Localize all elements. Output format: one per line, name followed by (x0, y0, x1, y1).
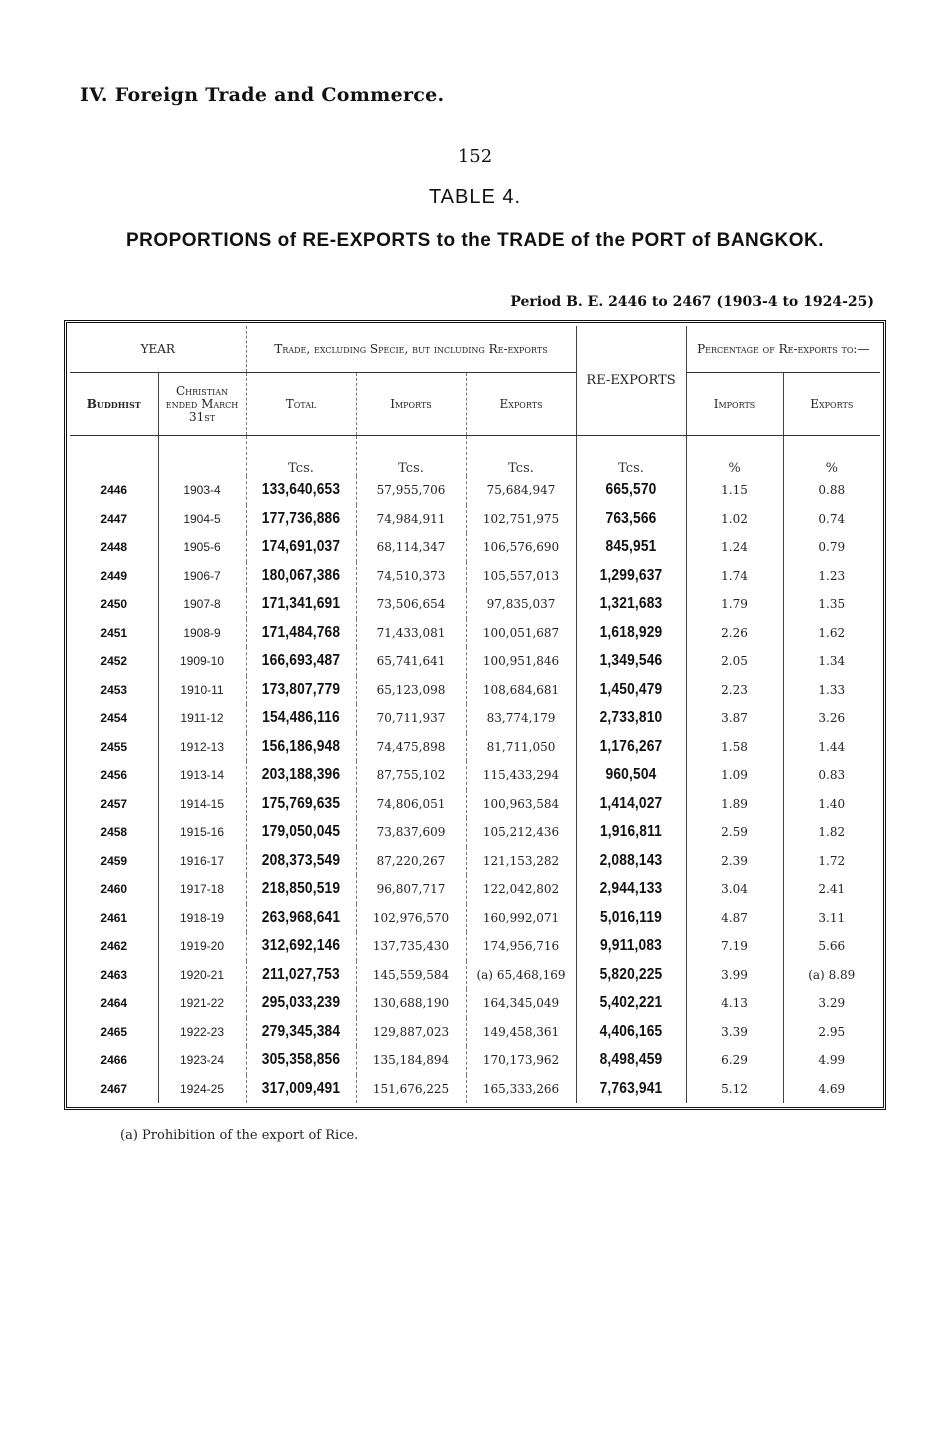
unit-pct-exports: % (825, 461, 838, 476)
re-exports-cell: 5,402,221 (584, 989, 679, 1018)
table-row (70, 904, 880, 933)
pct-exports-cell: 1.34 (818, 654, 846, 669)
buddhist-year-cell: 2465 (70, 1018, 158, 1047)
table-row (70, 818, 880, 847)
imports-cell: 74,806,051 (356, 790, 466, 819)
exports-cell-value: 65,468,169 (496, 967, 566, 982)
unit-blank (158, 436, 246, 477)
re-exports-cell: 960,504 (584, 761, 679, 790)
exports-cell: 149,458,361 (466, 1018, 576, 1047)
re-exports-cell: 9,911,083 (584, 932, 679, 961)
exports-cell: 102,751,975 (466, 505, 576, 534)
footnote-marker: (a) (476, 967, 493, 982)
total-header: Total (246, 373, 356, 436)
exports-cell: 108,684,681 (466, 676, 576, 705)
unit-exports: Tcs. (466, 436, 576, 477)
pct-exports-cell: 1.23 (818, 568, 846, 583)
table-body (70, 476, 880, 1103)
pct-exports-cell: 0.74 (818, 511, 846, 526)
pct-exports-cell: 1.33 (818, 682, 846, 697)
pct-imports-cell: 2.39 (686, 847, 783, 876)
buddhist-year-cell: 2467 (70, 1075, 158, 1104)
total-cell: 263,968,641 (254, 904, 349, 933)
pct-imports-cell: 2.23 (686, 676, 783, 705)
re-exports-cell: 1,299,637 (584, 562, 679, 591)
footnote: (a) Prohibition of the export of Rice. (120, 1128, 359, 1143)
total-cell: 171,341,691 (254, 590, 349, 619)
imports-cell: 65,741,641 (356, 647, 466, 676)
christian-year-cell: 1923-24 (158, 1046, 246, 1075)
exports-cell: 160,992,071 (466, 904, 576, 933)
pct-imports-cell: 1.24 (686, 533, 783, 562)
pct-imports-cell: 4.13 (686, 989, 783, 1018)
pct-exports-cell: 2.41 (818, 882, 846, 897)
page-number: 152 (457, 146, 493, 167)
unit-imports: Tcs. (356, 436, 466, 477)
table-row (70, 476, 880, 505)
table-row (70, 505, 880, 534)
imports-cell: 70,711,937 (356, 704, 466, 733)
buddhist-year-cell: 2455 (70, 733, 158, 762)
imports-cell: 65,123,098 (356, 676, 466, 705)
pct-exports-cell: 1.72 (818, 853, 846, 868)
buddhist-year-cell: 2462 (70, 932, 158, 961)
table-row (70, 989, 880, 1018)
table-row (70, 1046, 880, 1075)
pct-imports-cell: 1.02 (686, 505, 783, 534)
table-row (70, 961, 880, 990)
exports-cell: 164,345,049 (466, 989, 576, 1018)
pct-exports-cell: 1.40 (818, 796, 846, 811)
pct-imports-header: Imports (686, 373, 783, 436)
buddhist-year-cell: 2450 (70, 590, 158, 619)
total-cell: 175,769,635 (254, 790, 349, 819)
pct-imports-cell: 1.58 (686, 733, 783, 762)
buddhist-year-cell: 2452 (70, 647, 158, 676)
total-cell: 179,050,045 (254, 818, 349, 847)
total-cell: 156,186,948 (254, 733, 349, 762)
total-cell: 295,033,239 (254, 989, 349, 1018)
re-exports-cell: 1,176,267 (584, 733, 679, 762)
pct-exports-cell: 4.99 (818, 1053, 846, 1068)
imports-cell: 68,114,347 (356, 533, 466, 562)
christian-year-cell: 1922-23 (158, 1018, 246, 1047)
table-row (70, 847, 880, 876)
pct-imports-cell: 1.09 (686, 761, 783, 790)
re-exports-cell: 8,498,459 (584, 1046, 679, 1075)
imports-header: Imports (356, 373, 466, 436)
re-exports-cell: 763,566 (584, 505, 679, 534)
christian-year-cell: 1904-5 (158, 505, 246, 534)
table-row (70, 676, 880, 705)
buddhist-year-cell: 2464 (70, 989, 158, 1018)
period-range: Period B. E. 2446 to 2467 (1903-4 to 1924-25) (510, 294, 874, 310)
imports-cell: 74,510,373 (356, 562, 466, 591)
pct-imports-cell: 2.59 (686, 818, 783, 847)
table-row (70, 790, 880, 819)
re-exports-cell: 2,944,133 (584, 875, 679, 904)
pct-imports-cell: 7.19 (686, 932, 783, 961)
pct-exports-cell: 1.82 (818, 825, 846, 840)
unit-blank (70, 436, 158, 477)
total-cell: 208,373,549 (254, 847, 349, 876)
buddhist-year-cell: 2457 (70, 790, 158, 819)
imports-cell: 74,475,898 (356, 733, 466, 762)
imports-cell: 130,688,190 (356, 989, 466, 1018)
imports-cell: 129,887,023 (356, 1018, 466, 1047)
pct-exports-cell: 1.44 (818, 739, 846, 754)
table-row (70, 932, 880, 961)
exports-cell: 105,557,013 (466, 562, 576, 591)
section-heading: IV. Foreign Trade and Commerce. (80, 84, 445, 106)
unit-re-exports: Tcs. (576, 436, 686, 477)
christian-year-cell: 1916-17 (158, 847, 246, 876)
re-exports-cell: 1,450,479 (584, 676, 679, 705)
table-title: PROPORTIONS of RE-EXPORTS to the TRADE of the PORT of BANGKOK. (125, 230, 825, 251)
pct-exports-cell: 0.88 (818, 483, 846, 498)
table-row (70, 590, 880, 619)
exports-cell: 122,042,802 (466, 875, 576, 904)
buddhist-year-cell: 2463 (70, 961, 158, 990)
christian-year-cell: 1908-9 (158, 619, 246, 648)
re-exports-cell: 845,951 (584, 533, 679, 562)
imports-cell: 74,984,911 (356, 505, 466, 534)
exports-cell: 97,835,037 (466, 590, 576, 619)
christian-year-cell: 1909-10 (158, 647, 246, 676)
pct-imports-cell: 3.99 (686, 961, 783, 990)
christian-year-cell: 1920-21 (158, 961, 246, 990)
re-exports-cell: 1,321,683 (584, 590, 679, 619)
total-cell: 203,188,396 (254, 761, 349, 790)
exports-cell: 105,212,436 (466, 818, 576, 847)
pct-exports-cell: 2.95 (818, 1024, 846, 1039)
christian-year-cell: 1907-8 (158, 590, 246, 619)
pct-exports-header: Exports (783, 373, 880, 436)
imports-cell: 137,735,430 (356, 932, 466, 961)
christian-year-cell: 1921-22 (158, 989, 246, 1018)
pct-exports-cell: 0.79 (818, 540, 846, 555)
pct-exports-cell-value: 8.89 (828, 967, 856, 982)
exports-header: Exports (466, 373, 576, 436)
total-cell: 317,009,491 (254, 1075, 349, 1104)
exports-cell: 174,956,716 (466, 932, 576, 961)
total-cell: 173,807,779 (254, 676, 349, 705)
total-cell: 279,345,384 (254, 1018, 349, 1047)
table-row (70, 1075, 880, 1104)
re-exports-cell: 4,406,165 (584, 1018, 679, 1047)
re-exports-cell: 1,618,929 (584, 619, 679, 648)
exports-cell: 100,951,846 (466, 647, 576, 676)
christian-year-cell: 1924-25 (158, 1075, 246, 1104)
pct-imports-cell: 2.05 (686, 647, 783, 676)
table-row (70, 647, 880, 676)
imports-cell: 87,220,267 (356, 847, 466, 876)
buddhist-year-cell: 2453 (70, 676, 158, 705)
exports-cell: 170,173,962 (466, 1046, 576, 1075)
christian-year-cell: 1915-16 (158, 818, 246, 847)
footnote-marker: (a) (808, 967, 825, 982)
total-cell: 211,027,753 (254, 961, 349, 990)
re-exports-cell: 7,763,941 (584, 1075, 679, 1104)
table-row (70, 1018, 880, 1047)
table-row (70, 619, 880, 648)
total-cell: 180,067,386 (254, 562, 349, 591)
imports-cell: 71,433,081 (356, 619, 466, 648)
exports-cell (466, 961, 576, 990)
percentage-group-header: Percentage of Re-exports to:— (686, 326, 880, 373)
year-header: YEAR (70, 326, 246, 373)
re-exports-cell: 5,820,225 (584, 961, 679, 990)
imports-cell: 73,506,654 (356, 590, 466, 619)
imports-cell: 73,837,609 (356, 818, 466, 847)
christian-year-cell: 1910-11 (158, 676, 246, 705)
christian-year-cell: 1911-12 (158, 704, 246, 733)
buddhist-year-cell: 2446 (70, 476, 158, 505)
re-exports-cell: 5,016,119 (584, 904, 679, 933)
pct-exports-cell: 0.83 (818, 768, 846, 783)
exports-cell: 106,576,690 (466, 533, 576, 562)
total-cell: 312,692,146 (254, 932, 349, 961)
pct-exports-cell: 1.62 (818, 625, 846, 640)
total-cell: 305,358,856 (254, 1046, 349, 1075)
trade-group-header: Trade, excluding Specie, but including Re-exports (246, 326, 576, 373)
pct-imports-cell: 1.74 (686, 562, 783, 591)
total-cell: 171,484,768 (254, 619, 349, 648)
pct-exports-cell: 1.35 (818, 597, 846, 612)
re-exports-cell: 2,088,143 (584, 847, 679, 876)
pct-imports-cell: 2.26 (686, 619, 783, 648)
pct-exports-cell: 5.66 (818, 939, 846, 954)
buddhist-year-cell: 2449 (70, 562, 158, 591)
re-exports-cell: 2,733,810 (584, 704, 679, 733)
total-cell: 174,691,037 (254, 533, 349, 562)
buddhist-year-cell: 2460 (70, 875, 158, 904)
christian-year-cell: 1905-6 (158, 533, 246, 562)
pct-imports-cell: 1.89 (686, 790, 783, 819)
table-row (70, 562, 880, 591)
imports-cell: 135,184,894 (356, 1046, 466, 1075)
christian-year-cell: 1914-15 (158, 790, 246, 819)
buddhist-year-cell: 2459 (70, 847, 158, 876)
pct-exports-cell: 3.11 (818, 910, 846, 925)
pct-imports-cell: 3.39 (686, 1018, 783, 1047)
imports-cell: 96,807,717 (356, 875, 466, 904)
re-exports-cell: 1,916,811 (584, 818, 679, 847)
buddhist-year-cell: 2454 (70, 704, 158, 733)
imports-cell: 151,676,225 (356, 1075, 466, 1104)
unit-total: Tcs. (246, 436, 356, 477)
buddhist-year-cell: 2451 (70, 619, 158, 648)
total-cell: 133,640,653 (254, 476, 349, 505)
total-cell: 218,850,519 (254, 875, 349, 904)
buddhist-year-cell: 2466 (70, 1046, 158, 1075)
christian-year-cell: 1903-4 (158, 476, 246, 505)
pct-imports-cell: 3.04 (686, 875, 783, 904)
pct-imports-cell: 5.12 (686, 1075, 783, 1104)
christian-year-cell: 1912-13 (158, 733, 246, 762)
exports-cell: 100,051,687 (466, 619, 576, 648)
christian-year-cell: 1906-7 (158, 562, 246, 591)
buddhist-year-cell: 2456 (70, 761, 158, 790)
total-cell: 154,486,116 (254, 704, 349, 733)
imports-cell: 145,559,584 (356, 961, 466, 990)
re-exports-table (70, 326, 880, 1103)
table-row (70, 533, 880, 562)
exports-cell: 165,333,266 (466, 1075, 576, 1104)
total-cell: 166,693,487 (254, 647, 349, 676)
pct-exports-cell: 3.29 (818, 996, 846, 1011)
table-row (70, 761, 880, 790)
exports-cell: 83,774,179 (466, 704, 576, 733)
table-row (70, 875, 880, 904)
exports-cell: 81,711,050 (466, 733, 576, 762)
christian-header: Christian ended March 31st (158, 373, 246, 436)
imports-cell: 102,976,570 (356, 904, 466, 933)
buddhist-year-cell: 2448 (70, 533, 158, 562)
pct-exports-cell: 4.69 (818, 1081, 846, 1096)
christian-year-cell: 1919-20 (158, 932, 246, 961)
christian-year-cell: 1913-14 (158, 761, 246, 790)
re-exports-cell: 1,414,027 (584, 790, 679, 819)
buddhist-header: Buddhist (70, 373, 158, 436)
buddhist-year-cell: 2447 (70, 505, 158, 534)
unit-pct-imports: % (686, 436, 783, 477)
christian-year-cell: 1918-19 (158, 904, 246, 933)
imports-cell: 87,755,102 (356, 761, 466, 790)
re-exports-header: RE-EXPORTS (576, 326, 686, 436)
pct-imports-cell: 4.87 (686, 904, 783, 933)
table-number: TABLE 4. (428, 186, 522, 208)
re-exports-cell: 665,570 (584, 476, 679, 505)
exports-cell: 75,684,947 (466, 476, 576, 505)
pct-exports-cell (783, 961, 880, 990)
pct-imports-cell: 1.79 (686, 590, 783, 619)
total-cell: 177,736,886 (254, 505, 349, 534)
re-exports-cell: 1,349,546 (584, 647, 679, 676)
christian-year-cell: 1917-18 (158, 875, 246, 904)
exports-cell: 121,153,282 (466, 847, 576, 876)
buddhist-year-cell: 2458 (70, 818, 158, 847)
pct-imports-cell: 1.15 (686, 476, 783, 505)
table-row (70, 733, 880, 762)
imports-cell: 57,955,706 (356, 476, 466, 505)
pct-imports-cell: 6.29 (686, 1046, 783, 1075)
table-row (70, 704, 880, 733)
exports-cell: 100,963,584 (466, 790, 576, 819)
pct-exports-cell: 3.26 (818, 711, 846, 726)
buddhist-year-cell: 2461 (70, 904, 158, 933)
pct-imports-cell: 3.87 (686, 704, 783, 733)
exports-cell: 115,433,294 (466, 761, 576, 790)
